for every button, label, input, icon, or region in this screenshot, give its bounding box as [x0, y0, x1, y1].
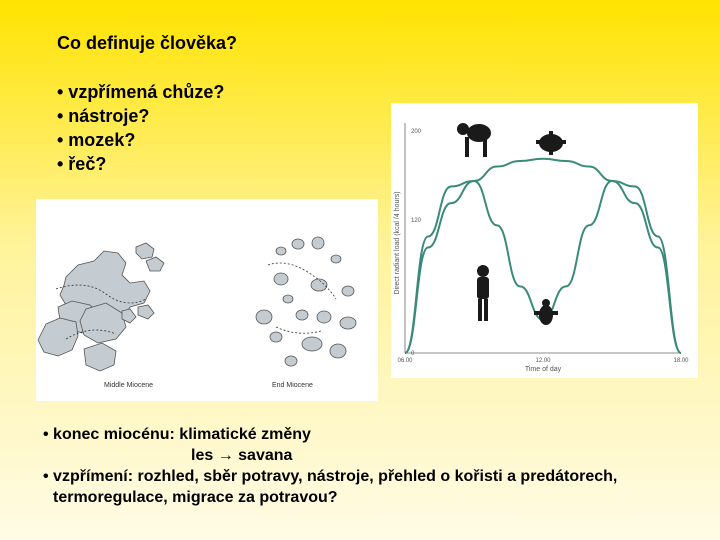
quadruped-standing-icon [457, 123, 491, 157]
question-item: • nástroje? [57, 106, 150, 126]
habitat-from: les [191, 447, 214, 464]
question-item: • řeč? [57, 154, 107, 174]
middle-miocene-forest-patches [38, 243, 164, 371]
biped-standing-icon [477, 265, 489, 321]
bottom-line-4: termoregulace, migrace za potravou? [53, 489, 338, 506]
bottom-line-1: • konec miocénu: klimatické změny [43, 426, 311, 443]
y-tick-label: 0 [411, 351, 415, 357]
x-tick-label: 06.00 [397, 358, 413, 364]
question-item: • mozek? [57, 130, 136, 150]
quadruped-top-view-icon [536, 131, 566, 155]
y-tick-label: 120 [411, 217, 422, 224]
x-axis-label: Time of day [524, 366, 562, 373]
bottom-line-3: • vzpřímení: rozhled, sběr potravy, nástroje, přehled o kořisti a predátorech, [43, 468, 618, 485]
question-list [57, 80, 224, 176]
habitat-to: savana [238, 447, 293, 464]
silhouettes [457, 123, 566, 325]
arrow-icon: → [217, 447, 234, 464]
bottom-text [43, 424, 617, 508]
slide-title: Co definuje člověka? [57, 33, 238, 53]
x-tick-label: 12.00 [535, 358, 551, 364]
y-tick-label: 200 [411, 129, 422, 135]
question-item: • vzpřímená chůze? [57, 82, 225, 102]
end-miocene-forest-patches [256, 237, 356, 366]
y-axis-label: Direct radiant load (kcal /4 hours) [394, 191, 401, 295]
miocene-forest-map [36, 199, 378, 401]
bottom-line-2 [43, 445, 617, 466]
radiant-load-chart [391, 103, 698, 378]
end-miocene-label: End Miocene [272, 382, 313, 389]
middle-miocene-label: Middle Miocene [104, 382, 154, 389]
x-tick-label: 18.00 [673, 358, 689, 364]
